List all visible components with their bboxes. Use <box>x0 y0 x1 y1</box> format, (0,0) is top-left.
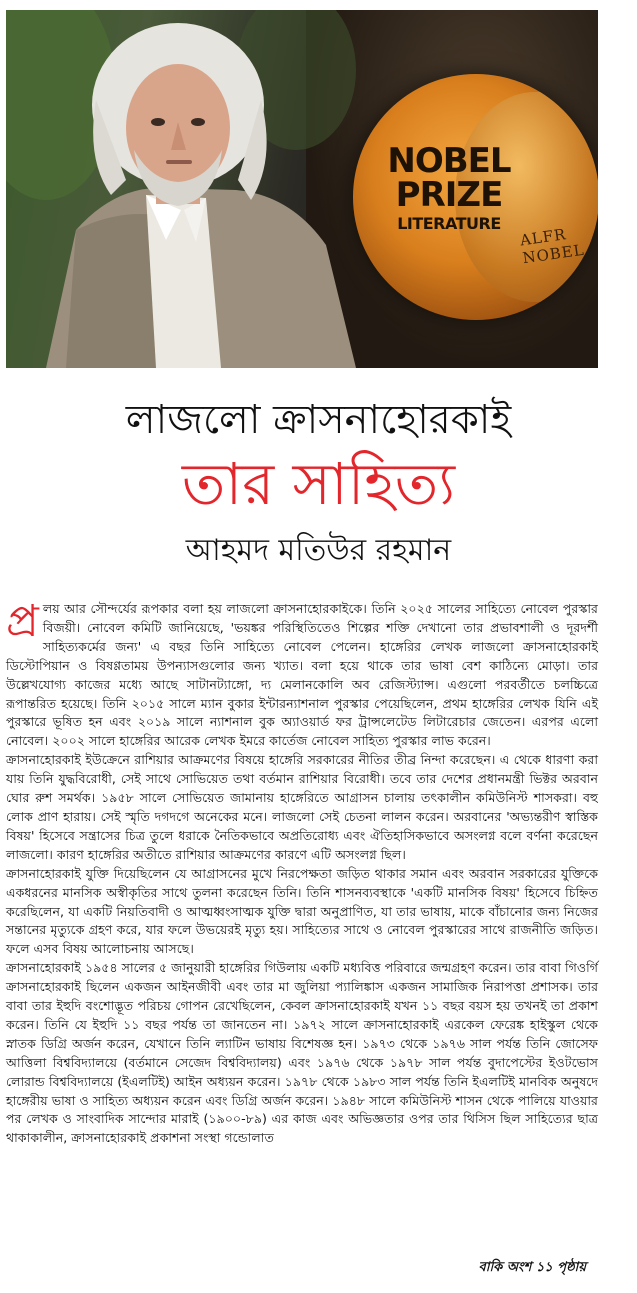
article-author: আহমদ মতিউর রহমান <box>185 533 452 568</box>
paragraph-2: ক্রাসনাহোরকাই ইউক্রেনে রাশিয়ার আক্রমণের বিষয়ে হাঙ্গেরি সরকারের নীতির তীব্র নিন্দা করেছেন। এ থেকে ধারণা করা যায় তিনি যুদ্ধবিরোধী, সেই সাথে সোভিয়েত তথা বর্তমান রাশিয়ার বিরোধী। তবে তার দেশের প্রধানমন্ত্রী ভিক্টর অরবান ঘোর রুশ সমর্থক। ১৯৫৮ সালে সোভিয়েত জামানায় হাঙ্গেরিতে আগ্রাসন চালায় তৎকালীন কমিউনিস্ট শাসকরা। বহু লোক প্রাণ হারায়। সেই স্মৃতি দগদগে অনেকের মনে। লাজলো সেই চেতনা লালন করেন। অরবানের 'অভ্যন্তরীণ স্বাস্তিক বিষয়' হিসেবে সন্ত্রাসের চিত্র তুলে ধরাকে নৈতিকভাবে অপ্রতিরোধ্য এবং ঐতিহাসিকভাবে অসংলগ্ন বলে বর্ণনা করেছেন লাজলো। কারণ হাঙ্গেরির অতীতে রাশিয়ার আক্রমণের কারণে এটি অসংলগ্ন ছিল। <box>6 752 598 862</box>
article-title: তার সাহিত্য <box>181 450 456 518</box>
paragraph-3: ক্রাসনাহোরকাই যুক্তি দিয়েছিলেন যে আগ্রাসনের মুখে নিরপেক্ষতা জড়িত থাকার সমান এবং অরবান সরকারের যুক্তিকে একধরনের মানসিক অস্বীকৃতির সাথে তুলনা করেছেন তিনি। তিনি শাসনব্যবস্থাকে 'একটি মানসিক বিষয়' হিসেবে চিহ্নিত করেছিলেন, যা একটি নিয়তিবাদী ও আত্মধ্বংসাত্মক যুক্তি দ্বারা অনুপ্রাণিত, যা তার ভাষায়, মাকে বাঁচানোর জন্য নিজের সন্তানের মৃত্যুকে গ্রহণ করে, যার ফলে উভয়েরই মৃত্যু হয়। সাহিত্যের সাথে ও নোবেল পুরস্কারের সাথে রাজনীতি জড়িত। ফলে এসব বিষয় আলোচনায় আসছে। <box>6 865 598 957</box>
medal-engraving: ALFR NOBEL <box>518 225 586 268</box>
nobel-medal <box>353 74 598 320</box>
paragraph-4: ক্রাসনাহোরকাই ১৯৫৪ সালের ৫ জানুয়ারী হাঙ্গেরির গিউলায় একটি মধ্যবিত্ত পরিবারে জন্মগ্রহণ করেন। তার বাবা গিওর্গি ক্রাসনাহোরকাই ছিলেন একজন আইনজীবী এবং তার মা জুলিয়া প্যালিঙ্কাস একজন সামাজিক নিরাপত্তা প্রশাসক। তার বাবা তার ইহুদি বংশোদ্ভূত পরিচয় গোপন রেখেছিলেন, কেবল ক্রাসনাহোরকাই যখন ১১ বছর বয়স হয় তখনই তা প্রকাশ করেন। তিনি যে ইহুদি ১১ বছর পর্যন্ত তা জানতেন না। ১৯৭২ সালে ক্রাসনাহোরকাই এরকেল ফেরেঙ্ক হাইস্কুল থেকে স্নাতক ডিগ্রি অর্জন করেন, যেখানে তিনি ল্যাটিন ভাষায় বিশেষজ্ঞ হন। ১৯৭৩ থেকে ১৯৭৬ সাল পর্যন্ত তিনি জোসেফ আত্তিলা বিশ্ববিদ্যালয়ে (বর্তমানে সেজেদ বিশ্ববিদ্যালয়) এবং ১৯৭৬ থেকে ১৯৭৮ সাল পর্যন্ত বুদাপেস্টের ইওটভোস লোরান্ড বিশ্ববিদ্যালয়ে (ইএলটিই) আইন অধ্যয়ন করেন। ১৯৭৮ থেকে ১৯৮৩ সাল পর্যন্ত তিনি ইএলটিই মানবিক অনুষদে হাঙ্গেরীয় ভাষা ও সাহিত্য অধ্যয়ন করেন এবং ডিগ্রি অর্জন করেন। ১৯৪৮ সালে কমিউনিস্ট শাসন থেকে পালিয়ে যাওয়ার পর লেখক ও সাংবাদিক সান্দোর মারাই (১৯০০-৮৯) এর কাজ এবং অভিজ্ঞতার ওপর তার থিসিস ছিল সাহিত্যের ছাত্র থাকাকালীন, ক্রাসনাহোরকাই প্রকাশনা সংস্থা গন্ডোলাত <box>6 960 599 1146</box>
article-body <box>6 596 599 1148</box>
continued-on-page-note: বাকি অংশ ১১ পৃষ্ঠায় <box>446 1258 586 1279</box>
author-portrait <box>6 10 386 368</box>
medal-text <box>379 141 519 233</box>
subject-name: লাজলো ক্রাসনাহোরকাই <box>125 397 512 443</box>
medal-line-3: LITERATURE <box>397 214 501 233</box>
medal-line-2: PRIZE <box>395 175 503 215</box>
paragraph-1-text: লয় আর সৌন্দর্যের রূপকার বলা হয় লাজলো ক্রাসনাহোরকাইকে। তিনি ২০২৫ সালের সাহিত্যে নোবেল পুরস্কার বিজয়ী। নোবেল কমিটি জানিয়েছে, 'ভয়ঙ্কর পরিস্থিতিতেও শিল্পের শক্তি দেখানো তার প্রভাবশালী ও দূরদর্শী সাহিত্যকর্মের জন্য' এ বছর তিনি সাহিত্যে নোবেল পেলেন। হাঙ্গেরির লেখক লাজলো ক্রাসনাহোরকাই ডিস্টোপিয়ান ও বিষণ্ণতাময় উপন্যাসগুলোর জন্য খ্যাত। বলা হয়ে থাকে তার ভাষা বেশ কাঠিন্যে মোড়া। তার উল্লেখযোগ্য কাজের মধ্যে আছে সাটানট্যাঙ্গো, দ্য মেলানকোলি অব রেজিস্ট্যান্স। এগুলো পরবর্তীতে চলচ্চিত্রে রূপান্তরিত হয়েছে। তিনি ২০১৫ সালে ম্যান বুকার ইন্টারন্যাশনাল পুরস্কার পেয়েছিলেন, প্রথম হাঙ্গেরির লেখক যিনি এই পুরস্কারে ভূষিত হন এবং ২০১৯ সালে ন্যাশনাল বুক অ্যাওয়ার্ড ফর ট্রান্সলেটেড লিটারেচার জেতেন। এরপর এলো নোবেল। ২০০২ সালে হাঙ্গেরির আরেক লেখক ইমরে কার্তেজ নোবেল সাহিত্য পুরস্কার লাভ করেন। <box>6 601 598 749</box>
paragraph-1 <box>6 596 598 751</box>
hero-photo <box>6 10 598 368</box>
drop-cap: প্র <box>6 596 39 647</box>
medal-line-1: NOBEL <box>387 141 511 181</box>
